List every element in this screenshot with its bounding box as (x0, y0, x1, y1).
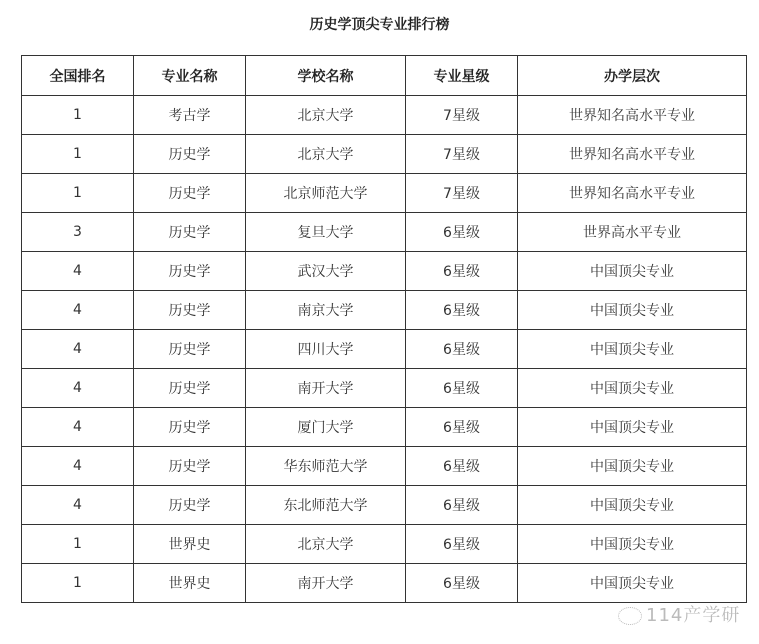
cell-stars: 6星级 (406, 525, 518, 564)
cell-school: 北京大学 (246, 96, 406, 135)
table-row (22, 525, 747, 564)
cell-school: 北京大学 (246, 525, 406, 564)
header-rank: 全国排名 (22, 56, 134, 96)
cell-stars: 6星级 (406, 447, 518, 486)
cell-stars: 6星级 (406, 408, 518, 447)
cell-major: 历史学 (134, 291, 246, 330)
table-row (22, 447, 747, 486)
cell-level: 中国顶尖专业 (518, 408, 747, 447)
cell-school: 东北师范大学 (246, 486, 406, 525)
table-row (22, 174, 747, 213)
table-row (22, 330, 747, 369)
cell-level: 中国顶尖专业 (518, 291, 747, 330)
cell-school: 北京大学 (246, 135, 406, 174)
cell-major: 历史学 (134, 213, 246, 252)
cell-stars: 6星级 (406, 369, 518, 408)
header-major: 专业名称 (134, 56, 246, 96)
table-row (22, 408, 747, 447)
cell-level: 中国顶尖专业 (518, 447, 747, 486)
cell-level: 世界高水平专业 (518, 213, 747, 252)
table-header-row (22, 56, 747, 96)
cell-major: 历史学 (134, 447, 246, 486)
table-row (22, 135, 747, 174)
cell-school: 武汉大学 (246, 252, 406, 291)
table-row (22, 291, 747, 330)
cell-rank: 4 (22, 447, 134, 486)
cell-rank: 4 (22, 291, 134, 330)
cell-school: 四川大学 (246, 330, 406, 369)
cell-school: 南开大学 (246, 369, 406, 408)
cell-rank: 3 (22, 213, 134, 252)
cell-rank: 4 (22, 408, 134, 447)
header-school: 学校名称 (246, 56, 406, 96)
cell-stars: 7星级 (406, 174, 518, 213)
cell-school: 厦门大学 (246, 408, 406, 447)
cell-stars: 6星级 (406, 291, 518, 330)
watermark-text: 114产学研 (646, 605, 741, 626)
cell-major: 历史学 (134, 369, 246, 408)
page-title: 历史学顶尖专业排行榜 (309, 17, 450, 33)
cell-rank: 1 (22, 135, 134, 174)
cell-rank: 4 (22, 486, 134, 525)
cell-rank: 4 (22, 330, 134, 369)
cell-major: 历史学 (134, 408, 246, 447)
cell-level: 中国顶尖专业 (518, 369, 747, 408)
cell-rank: 1 (22, 564, 134, 603)
cell-school: 南京大学 (246, 291, 406, 330)
header-stars: 专业星级 (406, 56, 518, 96)
watermark-logo (618, 601, 740, 627)
cell-major: 历史学 (134, 486, 246, 525)
table-row (22, 96, 747, 135)
cell-stars: 6星级 (406, 252, 518, 291)
cell-stars: 7星级 (406, 135, 518, 174)
cell-level: 中国顶尖专业 (518, 564, 747, 603)
cell-stars: 6星级 (406, 486, 518, 525)
cell-level: 中国顶尖专业 (518, 486, 747, 525)
cell-rank: 4 (22, 369, 134, 408)
cell-major: 世界史 (134, 564, 246, 603)
cell-level: 世界知名高水平专业 (518, 135, 747, 174)
cell-rank: 1 (22, 174, 134, 213)
table-row (22, 252, 747, 291)
table-row (22, 564, 747, 603)
cell-level: 中国顶尖专业 (518, 330, 747, 369)
cell-major: 考古学 (134, 96, 246, 135)
table-row (22, 213, 747, 252)
cell-major: 世界史 (134, 525, 246, 564)
cell-stars: 6星级 (406, 564, 518, 603)
header-level: 办学层次 (518, 56, 747, 96)
cell-major: 历史学 (134, 252, 246, 291)
cell-school: 北京师范大学 (246, 174, 406, 213)
cell-level: 中国顶尖专业 (518, 525, 747, 564)
cell-rank: 1 (22, 525, 134, 564)
table-row (22, 486, 747, 525)
cell-major: 历史学 (134, 330, 246, 369)
cell-major: 历史学 (134, 174, 246, 213)
cell-level: 世界知名高水平专业 (518, 174, 747, 213)
cell-major: 历史学 (134, 135, 246, 174)
cell-rank: 4 (22, 252, 134, 291)
cell-stars: 6星级 (406, 213, 518, 252)
cell-school: 复旦大学 (246, 213, 406, 252)
cell-level: 中国顶尖专业 (518, 252, 747, 291)
cell-school: 南开大学 (246, 564, 406, 603)
cell-school: 华东师范大学 (246, 447, 406, 486)
cell-stars: 6星级 (406, 330, 518, 369)
cell-stars: 7星级 (406, 96, 518, 135)
table-row (22, 369, 747, 408)
cell-rank: 1 (22, 96, 134, 135)
wechat-logo-icon (618, 607, 642, 625)
ranking-table (21, 55, 747, 603)
cell-level: 世界知名高水平专业 (518, 96, 747, 135)
